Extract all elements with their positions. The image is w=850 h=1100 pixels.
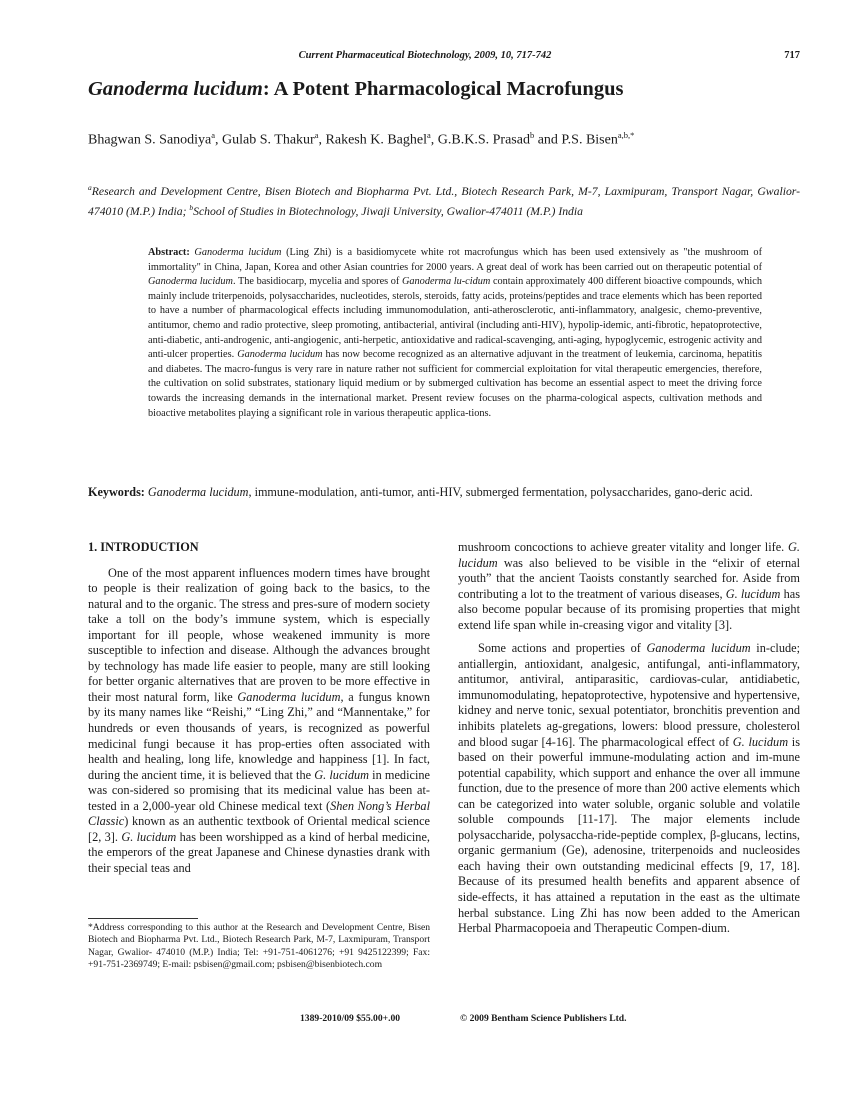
intro-paragraph-continued (458, 540, 800, 633)
author-name: G.B.K.S. Prasad (437, 132, 530, 148)
abstract-label: Abstract: (148, 247, 190, 258)
text-run: has now become recognized as an alternative adjuvant in the treatment of leukemia, carcinoma, hepatitis and diabetes. The macro-fungus is very rare in nature rather not sufficient for commercial exploitation for vital therapeutic emergencies, therefore, the cultivation on solid substrates, stationary liquid medium or by submerged cultivation has become an essential aspect to meet the driving force towards the increasing demands in the international market. Present review focuses on the pharma-cological aspects, cultivation methods and bioactive metabolites playing a significant role in various therapeutic applica-tions. (148, 349, 762, 419)
title-species-name: Ganoderma lucidum (88, 78, 263, 100)
author-separator: , (215, 132, 223, 148)
left-column (88, 540, 430, 876)
text-run: in medicine was con-sidered so promising that its medicinal value has been at-tested in a 2,000-year old Chinese medical text ( (88, 767, 430, 813)
author-separator: , (430, 132, 438, 148)
intro-paragraph (88, 566, 430, 877)
properties-paragraph (458, 641, 800, 936)
italic-term: Ganoderma lucidum (147, 485, 249, 499)
text-run: . The basidiocarp, mycelia and spores of (232, 276, 402, 288)
text-run: Some actions and properties of (478, 641, 647, 656)
footnote-rule (88, 918, 198, 919)
journal-header: Current Pharmaceutical Biotechnology, 2009, 10, 717-742 (298, 50, 552, 61)
text-run: was also believed to be visible in the “elixir of eternal youth” that the ancient Taoists constantly searched for. Aside from contributing a lot to the treatment of various diseases, (458, 555, 800, 601)
author-affiliation-marker: a (427, 130, 431, 140)
author-affiliation-marker: a (314, 130, 319, 140)
keywords-label: Keywords: (88, 485, 145, 499)
italic-term: Ganoderma lu-cidum (401, 276, 491, 288)
abstract-body (148, 247, 762, 419)
author-affiliation-marker: a (211, 130, 216, 140)
italic-term: Ganoderma lucidum (194, 247, 282, 258)
author-name: Rakesh K. Baghel (325, 132, 427, 148)
article-title (88, 78, 808, 101)
italic-term: G. lucidum (121, 829, 177, 844)
text-run: in-clude; antiallergin, antioxidant, analgesic, antifungal, anti-inflammatory, antitumor, antiviral, antiparasitic, cardiovas-cular, antidiabetic, immunomodulating, hepatoprotective, hypotensive and hypertensive, kidney and nerve tonic, sexual potentiator, bronchitis prevention and inhibits platelets ag-gregations, lowers: blood pressure, cholesterol and blood sugar [4-16]. The pharmacological effect of (458, 641, 801, 749)
author-affiliation-marker: b (529, 130, 535, 140)
correspondence-footnote: *Address corresponding to this author at the Research and Development Centre, Bisen Biotech and Biopharma Pvt. Ltd., Biotech Research Park, M-7, Laxmipuram, Transport Nagar, Gwalior- 474010 (M.P.) India; Tel: +91-751-4061276; +91 9425122399; Fax: +91-751-2369749; E-mail: psbisen@gmail.com; psbisen@bisenbiotech.com (88, 922, 430, 971)
text-run: mushroom concoctions to achieve greater vitality and longer life. (458, 540, 789, 554)
title-rest: : A Potent Pharmacological Macrofungus (262, 78, 624, 100)
italic-term: Ganoderma lucidum (237, 349, 323, 361)
affiliation-marker-b: b (189, 202, 194, 212)
right-column (458, 540, 800, 937)
italic-term: G. lucidum (314, 767, 369, 782)
text-run: ) known as an authentic textbook of Oriental medical science [2, 3]. (88, 814, 430, 844)
italic-term: Shen Nong’s Herbal Classic (88, 798, 430, 829)
author-name: Gulab S. Thakur (222, 132, 315, 148)
section-heading: 1. INTRODUCTION (88, 540, 199, 554)
affiliations (88, 180, 800, 220)
text-run: a fungus known by its many names like “Reishi,” “Ling Zhi,” and “Mannentake,” for hundreds or even thousands of years, is recognized as powerful medicinal fungi because it has prop-erties often associated with health and healing, long life, knowledge and happiness [1]. In fact, during the ancient time, it is believed that the (88, 689, 430, 782)
issn-price: 1389-2010/09 $55.00+.00 (300, 1013, 401, 1024)
italic-term: Ganoderma lucidum (148, 276, 233, 288)
text-run: has been worshipped as a kind of herbal medicine, the emperors of the great Japanese and Chinese dynasties drank with their special teas and (88, 829, 430, 875)
text-run: contain approximately 400 different bioactive compounds, which mainly include triterpenoids, polysaccharides, nucleotides, sterols, steroids, fatty acids, proteins/peptides and trace elements which has been reported to have a number of pharmacological effects including immunomodulation, anti-atherosclerotic, anti-inflammatory, analgesic, chemo-preventive, antitumor, chemo and radio protective, sleep promoting, antibacterial, antiviral (including anti-HIV), hypolip-idemic, anti-fibrotic, hepatoprotective, anti-diabetic, anti-androgenic, anti-angiogenic, anti-herpetic, antioxidative and radical-scavenging, anti-aging, hypoglycemic, estrogenic activity and anti-ulcer properties. (148, 276, 762, 361)
keywords-body (145, 485, 753, 499)
page-number: 717 (784, 50, 800, 61)
italic-term: G. lucidum (732, 734, 789, 749)
italic-term: G. lucidum (458, 540, 800, 570)
affiliation-a: Research and Development Centre, Bisen Biotech and Biopharma Pvt. Ltd., Biotech Research Park, M-7, Laxmipuram, Transport Nagar, Gwalior-474010 (M.P.) India; (88, 184, 800, 218)
keywords (88, 484, 800, 500)
copyright: © 2009 Bentham Science Publishers Ltd. (460, 1013, 627, 1024)
text-run: has also become popular because of its promising properties that might extend life span while in-creasing vigor and vitality [3]. (458, 586, 800, 632)
text-run: , immune-modulation, anti-tumor, anti-HIV, submerged fermentation, polysaccharides, gano-deric acid. (248, 485, 753, 499)
author-name: Bhagwan S. Sanodiya (88, 132, 212, 148)
author-separator: and (534, 132, 562, 148)
text-run: (Ling Zhi) is a basidiomycete white rot macrofungus which has been used extensively as "the mushroom of immortality" in China, Japan, Korea and other Asian countries for 2000 years. A great deal of work has been carried out on therapeutic potential of (148, 247, 762, 273)
affiliation-marker-a: a (88, 183, 92, 192)
italic-term: G. lucidum (725, 586, 781, 601)
author-affiliation-marker: a,b,* (617, 130, 635, 140)
affiliation-b: School of Studies in Biotechnology, Jiwaji University, Gwalior-474011 (M.P.) India (193, 204, 583, 218)
text-run: One of the most apparent influences modern times have brought to people is their realization of going back to the basics, to the natural and to the organic. The stress and pres-sure of modern society take a toll on the body’s immune system, which is especially important for ill people, whose weakened immunity is more susceptible to infection and disease. Although the advances brought by technology has made life easier to people, many are still looking for better organic alternatives that are proven to be more effective in their most natural form, like (88, 565, 430, 704)
italic-term: Ganoderma lucidum, (237, 689, 344, 704)
author-name: P.S. Bisen (561, 132, 618, 148)
author-list (88, 130, 808, 149)
abstract (148, 246, 762, 421)
italic-term: Ganoderma lucidum (646, 641, 751, 656)
author-separator: , (318, 132, 326, 148)
text-run: is based on their powerful immune-modulating action and im-mune potential capability, which support and enhance the over all immune function, due to the presence of more than 200 active elements which can be categorized into water soluble, organic soluble and volatile soluble compounds [11-17]. The major elements include polysaccharide, polysaccha-ride-peptide complex, β-glucans, lectins, organic germanium (Ge), adenosine, triterpenoids and nucleosides each having their own outstanding medicinal effects [9, 17, 18]. Because of its presumed health benefits and apparent absence of side-effects, it has attained a reputation in the east as the ultimate herbal substance. Ling Zhi has now been added to the American Herbal Pharmacopoeia and Therapeutic Compen-dium. (458, 734, 800, 936)
